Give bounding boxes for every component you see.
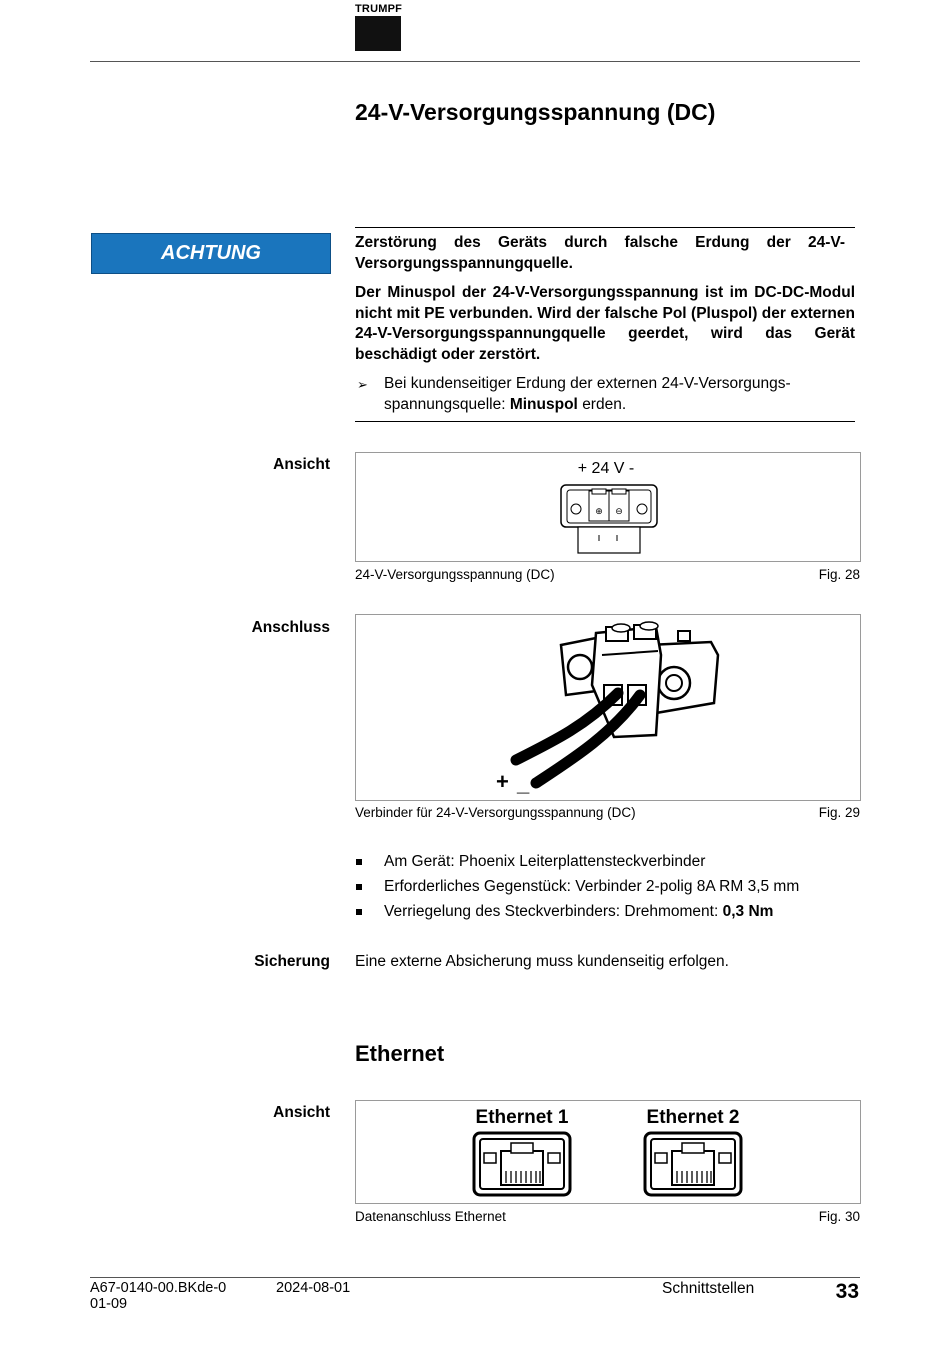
- footer-chapter: Schnittstellen: [662, 1280, 755, 1297]
- fig-number-28: Fig. 28: [818, 567, 860, 582]
- action-arrow-icon: ➢: [357, 377, 368, 392]
- warning-label: ACHTUNG: [91, 233, 331, 274]
- connector-front-view-illustration: [356, 453, 860, 561]
- minus-label: _: [517, 771, 530, 796]
- list-item: Erforderliches Gegenstück: Verbinder 2-polig 8A RM 3,5 mm: [355, 877, 855, 902]
- caption-fig29: Verbinder für 24-V-Versorgungsspannung (DC): [355, 805, 636, 820]
- figure-24v-view: [355, 452, 861, 562]
- figure-24v-connector: [355, 614, 861, 801]
- warning-action: [355, 374, 850, 415]
- side-label-ansicht-24v: Ansicht: [273, 456, 330, 473]
- warning-top-rule: [355, 227, 855, 228]
- pin-minus-icon: ⊖: [615, 506, 623, 516]
- plus-label: +: [496, 769, 509, 794]
- footer-rule: [90, 1277, 860, 1278]
- bullet-square-icon: [356, 909, 362, 915]
- pin-plus-icon: ⊕: [595, 506, 603, 516]
- ethernet-port-1: [474, 1107, 570, 1195]
- company-logo: [355, 16, 401, 51]
- ethernet-ports-illustration: [356, 1101, 860, 1203]
- bullet-square-icon: [356, 859, 362, 865]
- caption-fig30: Datenanschluss Ethernet: [355, 1209, 506, 1224]
- warning-action-bold: Minuspol: [509, 395, 578, 413]
- bullet-square-icon: [356, 884, 362, 890]
- section-title-ethernet: Ethernet: [355, 1041, 445, 1066]
- fuse-text: Eine externe Absicherung muss kundenseitig erfolgen.: [355, 953, 729, 970]
- port1-label: Ethernet 1: [475, 1107, 569, 1128]
- side-label-anschluss: Anschluss: [251, 619, 330, 636]
- warning-action-suffix: erden.: [582, 395, 627, 413]
- list-item: Am Gerät: Phoenix Leiterplattensteckverbinder: [355, 852, 855, 877]
- company-logo-text: TRUMPF: [355, 3, 403, 15]
- connector-spec-list: [355, 852, 855, 927]
- list-item: Verriegelung des Steckverbinders: Drehmoment: 0,3 Nm: [355, 902, 855, 927]
- warning-action-text: Bei kundenseitiger Erdung der externen 24-V-Versorgungs-spannungsquelle:: [384, 375, 791, 413]
- footer-date: 2024-08-01: [276, 1280, 351, 1296]
- connector-plug-illustration: [356, 615, 860, 800]
- ethernet-port-2: [645, 1107, 741, 1195]
- port2-label: Ethernet 2: [646, 1107, 740, 1128]
- side-label-sicherung: Sicherung: [254, 953, 330, 970]
- footer-doc-id: A67-0140-00.BKde-0 01-09: [90, 1280, 227, 1312]
- warning-text: Der Minuspol der 24-V-Versorgungsspannung ist im DC-DC-Modul nicht mit PE verbunden. Wird der falsche Pol (Pluspol) der externen 24-V-Versorgungsspannungquelle geerdet, wird das Gerät beschädigt oder zerstört.: [355, 284, 855, 363]
- polarity-label: + 24 V -: [577, 460, 635, 477]
- warning-headline: Zerstörung des Geräts durch falsche Erdung der 24-V-Versorgungsspannungquelle.: [355, 234, 845, 272]
- page-number: 33: [835, 1280, 859, 1303]
- side-label-ansicht-ethernet: Ansicht: [273, 1104, 330, 1121]
- figure-ethernet-view: [355, 1100, 861, 1204]
- fig-number-30: Fig. 30: [818, 1209, 860, 1224]
- caption-fig28: 24-V-Versorgungsspannung (DC): [355, 567, 555, 582]
- fig-number-29: Fig. 29: [818, 805, 860, 820]
- warning-bottom-rule: [355, 421, 855, 422]
- section-title-24v: 24-V-Versorgungsspannung (DC): [355, 99, 716, 125]
- header-rule: [90, 61, 860, 62]
